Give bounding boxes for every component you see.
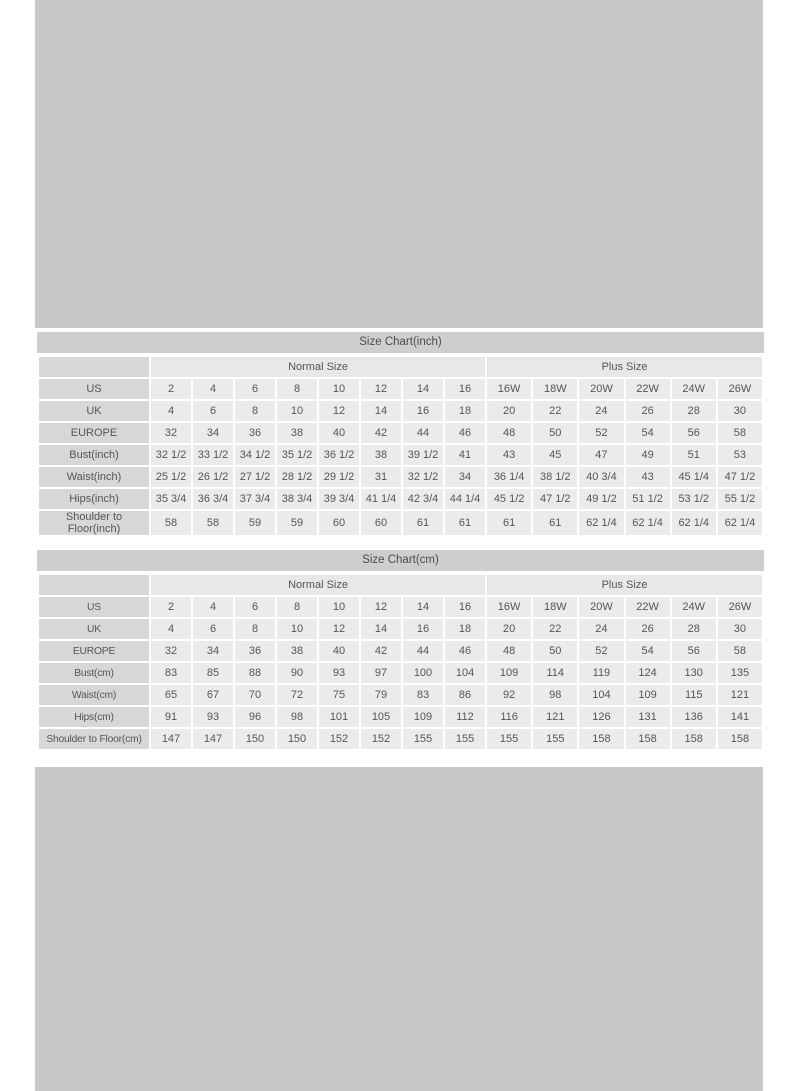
size-value-cell: 26 bbox=[625, 400, 671, 422]
size-value-cell: 36 1/2 bbox=[318, 444, 360, 466]
size-value-cell: 112 bbox=[444, 706, 486, 728]
size-value-cell: 62 1/4 bbox=[578, 510, 624, 536]
size-value-cell: 34 bbox=[192, 422, 234, 444]
size-value-cell: 49 bbox=[625, 444, 671, 466]
size-value-cell: 58 bbox=[192, 510, 234, 536]
size-value-cell: 12 bbox=[360, 378, 402, 400]
size-value-cell: 83 bbox=[402, 684, 444, 706]
size-value-cell: 6 bbox=[234, 596, 276, 618]
size-value-cell: 104 bbox=[578, 684, 624, 706]
table-row bbox=[38, 510, 763, 536]
size-value-cell: 31 bbox=[360, 466, 402, 488]
row-label: EUROPE bbox=[38, 422, 150, 444]
size-value-cell: 50 bbox=[532, 422, 578, 444]
table-row bbox=[38, 662, 763, 684]
normal-size-header: Normal Size bbox=[150, 356, 486, 378]
size-value-cell: 42 3/4 bbox=[402, 488, 444, 510]
size-value-cell: 104 bbox=[444, 662, 486, 684]
size-value-cell: 131 bbox=[625, 706, 671, 728]
size-value-cell: 22W bbox=[625, 378, 671, 400]
product-image-placeholder-bottom bbox=[35, 767, 763, 1091]
size-value-cell: 27 1/2 bbox=[234, 466, 276, 488]
size-value-cell: 59 bbox=[276, 510, 318, 536]
size-value-cell: 29 1/2 bbox=[318, 466, 360, 488]
size-value-cell: 60 bbox=[318, 510, 360, 536]
size-value-cell: 18W bbox=[532, 596, 578, 618]
size-value-cell: 83 bbox=[150, 662, 192, 684]
size-value-cell: 79 bbox=[360, 684, 402, 706]
size-value-cell: 20W bbox=[578, 378, 624, 400]
size-value-cell: 88 bbox=[234, 662, 276, 684]
size-value-cell: 92 bbox=[486, 684, 532, 706]
size-value-cell: 38 1/2 bbox=[532, 466, 578, 488]
size-value-cell: 4 bbox=[150, 618, 192, 640]
size-value-cell: 2 bbox=[150, 596, 192, 618]
size-value-cell: 121 bbox=[532, 706, 578, 728]
size-value-cell: 18W bbox=[532, 378, 578, 400]
row-label: Bust(inch) bbox=[38, 444, 150, 466]
size-value-cell: 26 bbox=[625, 618, 671, 640]
size-value-cell: 14 bbox=[402, 378, 444, 400]
size-value-cell: 155 bbox=[532, 728, 578, 750]
size-value-cell: 42 bbox=[360, 422, 402, 444]
size-value-cell: 37 3/4 bbox=[234, 488, 276, 510]
row-label: US bbox=[38, 378, 150, 400]
size-value-cell: 158 bbox=[717, 728, 763, 750]
size-value-cell: 4 bbox=[192, 378, 234, 400]
size-value-cell: 158 bbox=[671, 728, 717, 750]
size-value-cell: 155 bbox=[486, 728, 532, 750]
size-value-cell: 36 1/4 bbox=[486, 466, 532, 488]
size-value-cell: 47 1/2 bbox=[532, 488, 578, 510]
size-value-cell: 16 bbox=[402, 618, 444, 640]
size-chart-cm-title: Size Chart(cm) bbox=[37, 550, 764, 571]
size-value-cell: 56 bbox=[671, 640, 717, 662]
size-value-cell: 2 bbox=[150, 378, 192, 400]
size-value-cell: 10 bbox=[276, 618, 318, 640]
row-label: Hips(inch) bbox=[38, 488, 150, 510]
size-value-cell: 62 1/4 bbox=[625, 510, 671, 536]
size-value-cell: 56 bbox=[671, 422, 717, 444]
size-value-cell: 93 bbox=[192, 706, 234, 728]
size-value-cell: 46 bbox=[444, 422, 486, 444]
row-label: Hips(cm) bbox=[38, 706, 150, 728]
size-value-cell: 45 1/4 bbox=[671, 466, 717, 488]
size-value-cell: 58 bbox=[150, 510, 192, 536]
size-value-cell: 85 bbox=[192, 662, 234, 684]
size-value-cell: 24W bbox=[671, 378, 717, 400]
size-value-cell: 12 bbox=[318, 400, 360, 422]
size-value-cell: 22W bbox=[625, 596, 671, 618]
corner-cell bbox=[38, 356, 150, 378]
size-value-cell: 61 bbox=[532, 510, 578, 536]
size-value-cell: 33 1/2 bbox=[192, 444, 234, 466]
size-value-cell: 61 bbox=[402, 510, 444, 536]
size-value-cell: 14 bbox=[360, 618, 402, 640]
row-label: Waist(inch) bbox=[38, 466, 150, 488]
group-header-row bbox=[38, 574, 763, 596]
size-value-cell: 25 1/2 bbox=[150, 466, 192, 488]
size-value-cell: 100 bbox=[402, 662, 444, 684]
size-value-cell: 67 bbox=[192, 684, 234, 706]
table-row bbox=[38, 706, 763, 728]
row-label: Bust(cm) bbox=[38, 662, 150, 684]
plus-size-header: Plus Size bbox=[486, 574, 763, 596]
size-value-cell: 38 3/4 bbox=[276, 488, 318, 510]
size-value-cell: 22 bbox=[532, 400, 578, 422]
size-value-cell: 62 1/4 bbox=[717, 510, 763, 536]
row-label: Shoulder to Floor(cm) bbox=[38, 728, 150, 750]
size-value-cell: 36 bbox=[234, 422, 276, 444]
size-value-cell: 49 1/2 bbox=[578, 488, 624, 510]
size-chart-inch-table bbox=[37, 355, 764, 537]
size-value-cell: 32 1/2 bbox=[150, 444, 192, 466]
row-label: UK bbox=[38, 400, 150, 422]
size-value-cell: 155 bbox=[444, 728, 486, 750]
size-value-cell: 51 1/2 bbox=[625, 488, 671, 510]
row-label: UK bbox=[38, 618, 150, 640]
size-value-cell: 47 bbox=[578, 444, 624, 466]
size-value-cell: 54 bbox=[625, 640, 671, 662]
table-row bbox=[38, 422, 763, 444]
size-value-cell: 35 1/2 bbox=[276, 444, 318, 466]
size-value-cell: 8 bbox=[234, 618, 276, 640]
size-value-cell: 24W bbox=[671, 596, 717, 618]
size-value-cell: 70 bbox=[234, 684, 276, 706]
table-gap bbox=[37, 537, 764, 550]
size-value-cell: 91 bbox=[150, 706, 192, 728]
size-value-cell: 72 bbox=[276, 684, 318, 706]
size-value-cell: 53 1/2 bbox=[671, 488, 717, 510]
size-value-cell: 14 bbox=[360, 400, 402, 422]
size-value-cell: 50 bbox=[532, 640, 578, 662]
size-value-cell: 105 bbox=[360, 706, 402, 728]
table-row bbox=[38, 400, 763, 422]
size-value-cell: 46 bbox=[444, 640, 486, 662]
size-value-cell: 4 bbox=[150, 400, 192, 422]
size-value-cell: 75 bbox=[318, 684, 360, 706]
size-value-cell: 152 bbox=[318, 728, 360, 750]
size-value-cell: 32 bbox=[150, 422, 192, 444]
size-value-cell: 152 bbox=[360, 728, 402, 750]
size-value-cell: 40 3/4 bbox=[578, 466, 624, 488]
size-value-cell: 48 bbox=[486, 422, 532, 444]
size-value-cell: 16 bbox=[444, 596, 486, 618]
size-value-cell: 42 bbox=[360, 640, 402, 662]
table-row bbox=[38, 378, 763, 400]
size-value-cell: 26W bbox=[717, 378, 763, 400]
table-row bbox=[38, 640, 763, 662]
corner-cell bbox=[38, 574, 150, 596]
size-value-cell: 44 bbox=[402, 422, 444, 444]
size-value-cell: 8 bbox=[276, 378, 318, 400]
product-image-placeholder-top bbox=[35, 0, 763, 328]
table-row bbox=[38, 684, 763, 706]
size-value-cell: 51 bbox=[671, 444, 717, 466]
size-value-cell: 16 bbox=[444, 378, 486, 400]
size-value-cell: 98 bbox=[532, 684, 578, 706]
size-value-cell: 96 bbox=[234, 706, 276, 728]
row-label: Shoulder to Floor(inch) bbox=[38, 510, 150, 536]
size-value-cell: 124 bbox=[625, 662, 671, 684]
size-chart-cm-table bbox=[37, 573, 764, 751]
size-value-cell: 44 bbox=[402, 640, 444, 662]
size-value-cell: 16W bbox=[486, 378, 532, 400]
size-value-cell: 22 bbox=[532, 618, 578, 640]
size-value-cell: 10 bbox=[276, 400, 318, 422]
plus-size-header: Plus Size bbox=[486, 356, 763, 378]
size-value-cell: 147 bbox=[192, 728, 234, 750]
group-header-row bbox=[38, 356, 763, 378]
size-value-cell: 12 bbox=[360, 596, 402, 618]
size-chart-section bbox=[37, 332, 764, 751]
size-value-cell: 48 bbox=[486, 640, 532, 662]
size-value-cell: 135 bbox=[717, 662, 763, 684]
size-value-cell: 45 bbox=[532, 444, 578, 466]
size-value-cell: 155 bbox=[402, 728, 444, 750]
size-value-cell: 38 bbox=[276, 640, 318, 662]
size-value-cell: 24 bbox=[578, 400, 624, 422]
size-value-cell: 43 bbox=[486, 444, 532, 466]
size-value-cell: 126 bbox=[578, 706, 624, 728]
size-value-cell: 30 bbox=[717, 618, 763, 640]
size-chart-inch bbox=[37, 332, 764, 537]
size-value-cell: 28 bbox=[671, 400, 717, 422]
normal-size-header: Normal Size bbox=[150, 574, 486, 596]
size-value-cell: 47 1/2 bbox=[717, 466, 763, 488]
size-value-cell: 36 3/4 bbox=[192, 488, 234, 510]
table-row bbox=[38, 444, 763, 466]
size-value-cell: 32 bbox=[150, 640, 192, 662]
size-value-cell: 150 bbox=[234, 728, 276, 750]
size-value-cell: 20 bbox=[486, 618, 532, 640]
size-value-cell: 121 bbox=[717, 684, 763, 706]
size-value-cell: 62 1/4 bbox=[671, 510, 717, 536]
size-value-cell: 109 bbox=[486, 662, 532, 684]
row-label: Waist(cm) bbox=[38, 684, 150, 706]
size-value-cell: 34 bbox=[444, 466, 486, 488]
size-chart-inch-title: Size Chart(inch) bbox=[37, 332, 764, 353]
size-value-cell: 52 bbox=[578, 422, 624, 444]
size-value-cell: 14 bbox=[402, 596, 444, 618]
size-value-cell: 10 bbox=[318, 378, 360, 400]
size-value-cell: 40 bbox=[318, 422, 360, 444]
size-value-cell: 39 3/4 bbox=[318, 488, 360, 510]
size-value-cell: 65 bbox=[150, 684, 192, 706]
size-value-cell: 20 bbox=[486, 400, 532, 422]
size-value-cell: 141 bbox=[717, 706, 763, 728]
size-value-cell: 6 bbox=[192, 400, 234, 422]
size-value-cell: 98 bbox=[276, 706, 318, 728]
size-value-cell: 58 bbox=[717, 422, 763, 444]
size-value-cell: 119 bbox=[578, 662, 624, 684]
size-value-cell: 58 bbox=[717, 640, 763, 662]
size-value-cell: 52 bbox=[578, 640, 624, 662]
size-value-cell: 6 bbox=[192, 618, 234, 640]
size-value-cell: 147 bbox=[150, 728, 192, 750]
size-value-cell: 53 bbox=[717, 444, 763, 466]
size-value-cell: 158 bbox=[578, 728, 624, 750]
size-value-cell: 24 bbox=[578, 618, 624, 640]
size-value-cell: 8 bbox=[234, 400, 276, 422]
size-value-cell: 41 1/4 bbox=[360, 488, 402, 510]
size-value-cell: 4 bbox=[192, 596, 234, 618]
size-value-cell: 6 bbox=[234, 378, 276, 400]
size-value-cell: 158 bbox=[625, 728, 671, 750]
size-value-cell: 35 3/4 bbox=[150, 488, 192, 510]
size-value-cell: 34 1/2 bbox=[234, 444, 276, 466]
size-value-cell: 40 bbox=[318, 640, 360, 662]
size-value-cell: 18 bbox=[444, 618, 486, 640]
size-value-cell: 30 bbox=[717, 400, 763, 422]
table-row bbox=[38, 596, 763, 618]
size-value-cell: 32 1/2 bbox=[402, 466, 444, 488]
size-value-cell: 61 bbox=[486, 510, 532, 536]
size-chart-cm bbox=[37, 550, 764, 751]
size-value-cell: 44 1/4 bbox=[444, 488, 486, 510]
size-value-cell: 115 bbox=[671, 684, 717, 706]
row-label: EUROPE bbox=[38, 640, 150, 662]
size-value-cell: 45 1/2 bbox=[486, 488, 532, 510]
size-value-cell: 114 bbox=[532, 662, 578, 684]
size-value-cell: 26W bbox=[717, 596, 763, 618]
size-value-cell: 101 bbox=[318, 706, 360, 728]
table-row bbox=[38, 728, 763, 750]
table-row bbox=[38, 488, 763, 510]
size-value-cell: 55 1/2 bbox=[717, 488, 763, 510]
size-value-cell: 97 bbox=[360, 662, 402, 684]
size-value-cell: 109 bbox=[402, 706, 444, 728]
size-value-cell: 10 bbox=[318, 596, 360, 618]
size-value-cell: 38 bbox=[360, 444, 402, 466]
size-value-cell: 59 bbox=[234, 510, 276, 536]
size-value-cell: 20W bbox=[578, 596, 624, 618]
table-row bbox=[38, 618, 763, 640]
size-value-cell: 16 bbox=[402, 400, 444, 422]
size-value-cell: 8 bbox=[276, 596, 318, 618]
size-value-cell: 28 bbox=[671, 618, 717, 640]
size-value-cell: 38 bbox=[276, 422, 318, 444]
table-row bbox=[38, 466, 763, 488]
size-value-cell: 136 bbox=[671, 706, 717, 728]
size-value-cell: 12 bbox=[318, 618, 360, 640]
size-value-cell: 18 bbox=[444, 400, 486, 422]
size-value-cell: 150 bbox=[276, 728, 318, 750]
size-value-cell: 90 bbox=[276, 662, 318, 684]
size-value-cell: 41 bbox=[444, 444, 486, 466]
size-value-cell: 39 1/2 bbox=[402, 444, 444, 466]
size-value-cell: 36 bbox=[234, 640, 276, 662]
size-value-cell: 130 bbox=[671, 662, 717, 684]
size-value-cell: 61 bbox=[444, 510, 486, 536]
size-value-cell: 34 bbox=[192, 640, 234, 662]
size-value-cell: 54 bbox=[625, 422, 671, 444]
size-value-cell: 26 1/2 bbox=[192, 466, 234, 488]
size-value-cell: 43 bbox=[625, 466, 671, 488]
size-value-cell: 116 bbox=[486, 706, 532, 728]
size-value-cell: 86 bbox=[444, 684, 486, 706]
row-label: US bbox=[38, 596, 150, 618]
size-value-cell: 16W bbox=[486, 596, 532, 618]
size-value-cell: 60 bbox=[360, 510, 402, 536]
size-value-cell: 109 bbox=[625, 684, 671, 706]
size-value-cell: 93 bbox=[318, 662, 360, 684]
size-value-cell: 28 1/2 bbox=[276, 466, 318, 488]
